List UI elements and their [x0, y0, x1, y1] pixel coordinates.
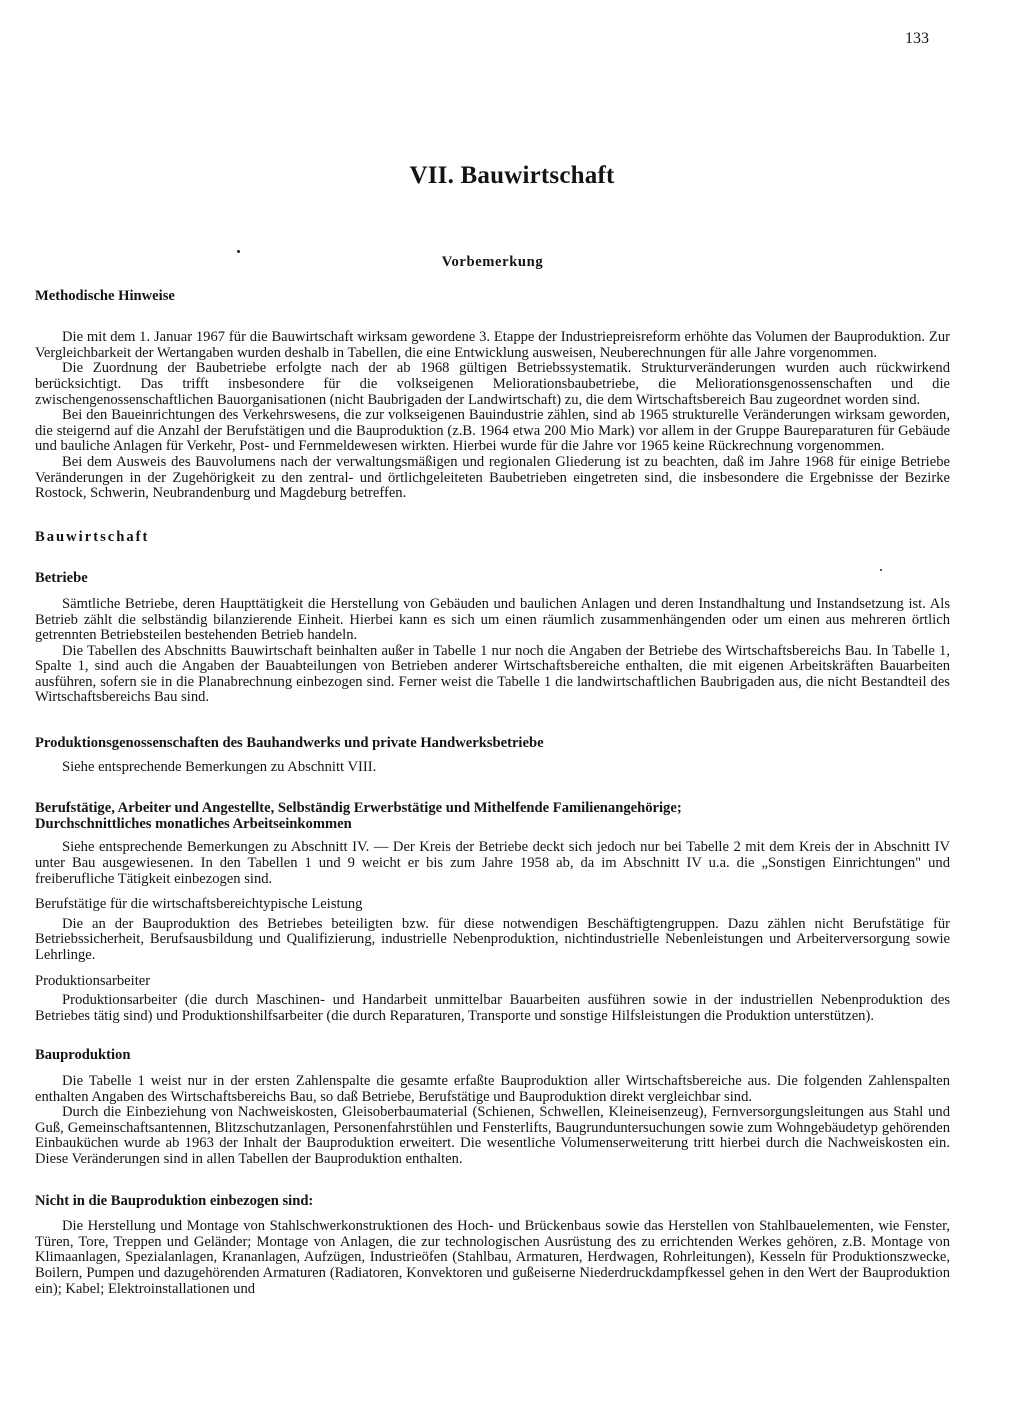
- methodische-hinweise-heading: Methodische Hinweise: [35, 287, 175, 304]
- paragraph: Bei dem Ausweis des Bauvolumens nach der verwaltungsmäßigen und regionalen Gliederung ist zu beachten, daß im Jahre 1968 für einige Betriebe Veränderungen in der Zugehörigkeit zu den zentral- und örtlichgeleiteten Baubetrieben eingetreten sind, die insbesondere die Ergebnisse der Bezirke Rostock, Schwerin, Neubrandenburg und Magdeburg betreffen.: [35, 453, 950, 502]
- print-speck: [237, 250, 240, 253]
- main-text: [35, 255, 950, 1297]
- wirtschaftsbereich-subheading: Berufstätige für die wirtschaftsbereichtypische Leistung: [35, 896, 363, 913]
- paragraph: Sämtliche Betriebe, deren Haupttätigkeit die Herstellung von Gebäuden und baulichen Anlagen und deren Instandhaltung und Instandsetzung ist. Als Betrieb zählt die selbständig bilanzierende Einheit. Hierbei kann es sich um einen räumlich zusammenhängenden oder um einen aus mehreren örtlich getrennten Betriebsteilen bestehenden Betrieb handeln.: [35, 595, 950, 644]
- betriebe-heading: Betriebe: [35, 570, 88, 587]
- paragraph: Siehe entsprechende Bemerkungen zu Abschnitt VIII.: [62, 758, 377, 775]
- berufstaetige-heading-line2: Durchschnittliches monatliches Arbeitseinkommen: [35, 815, 352, 832]
- paragraph: Bei den Baueinrichtungen des Verkehrswesens, die zur volkseigenen Bauindustrie zählen, sind ab 1965 strukturelle Veränderungen wirksam geworden, die steigernd auf die Anzahl der Berufstätigen und die Bauproduktion (z.B. 1964 etwa 200 Mio Mark) vor allem in der Gruppe Baureparaturen für Gebäude und bauliche Anlagen für Verkehr, Post- und Fernmeldewesen wirkten. Hierbei wurde für die Jahre vor 1965 keine Rückrechnung vorgenommen.: [35, 407, 950, 455]
- pgh-heading: Produktionsgenossenschaften des Bauhandwerks und private Handwerksbetriebe: [35, 735, 544, 752]
- nicht-einbezogen-heading: Nicht in die Bauproduktion einbezogen sind:: [35, 1192, 314, 1209]
- paragraph: Die an der Bauproduktion des Betriebes beteiligten bzw. für diese notwendigen Beschäftigtengruppen. Dazu zählen nicht Berufstätige für Betriebssicherheit, Berufsausbildung und Qualifizierung, industrielle Nebenproduktion, nichtindustrielle Nebenleistungen und Arbeiterversorgung sowie Lehrlinge.: [35, 915, 950, 963]
- paragraph: Produktionsarbeiter (die durch Maschinen- und Handarbeit unmittelbar Bauarbeiten ausführen sowie in der industriellen Nebenproduktion des Betriebes tätig sind) und Produktionshilfsarbeiter (die durch Reparaturen, Transporte und sonstige Hilfsleistungen die Produktion unterstützen).: [35, 992, 950, 1024]
- page-number: 133: [905, 30, 929, 47]
- paragraph: Siehe entsprechende Bemerkungen zu Abschnitt IV. — Der Kreis der Betriebe deckt sich jedoch nur bei Tabelle 2 mit dem Kreis der in Abschnitt IV unter Bau ausgewiesenen. In den Tabellen 1 und 9 weicht er bis zum Jahre 1958 ab, da im Abschnitt IV u.a. die „Sonstigen Einrichtungen" und freiberufliche Tätigkeit einbezogen sind.: [35, 839, 950, 887]
- paragraph: Die Zuordnung der Baubetriebe erfolgte nach der ab 1968 gültigen Betriebssystematik. Strukturveränderungen wurden auch rückwirkend berücksichtigt. Das trifft insbesondere für die volkseigenen Meliorationsbaubetriebe, die Meliorationsgenossenschaften und die zwischengenossenschaftlichen Bauorganisationen (nicht Baubrigaden der Landwirtschaft) zu, die dem Wirtschaftsbereich Bau zugeordnet worden sind.: [35, 360, 950, 408]
- bauproduktion-heading: Bauproduktion: [35, 1047, 131, 1064]
- bauwirtschaft-heading: Bauwirtschaft: [35, 528, 150, 545]
- vorbemerkung-heading: Vorbemerkung: [441, 254, 544, 270]
- paragraph: Die Tabelle 1 weist nur in der ersten Zahlenspalte die gesamte erfaßte Bauproduktion aller Wirtschaftsbereiche aus. Die folgenden Zahlenspalten enthalten Angaben des Wirtschaftsbereichs Bau, so daß Betriebe, Berufstätige und Bauproduktion direkt vergleichbar sind.: [35, 1072, 950, 1105]
- paragraph: Die mit dem 1. Januar 1967 für die Bauwirtschaft wirksam gewordene 3. Etappe der Industriepreisreform erhöhte das Volumen der Bauproduktion. Zur Vergleichbarkeit der Wertangaben wurden deshalb in Tabellen, die eine Entwicklung ausweisen, Neuberechnungen für alle Jahre vorgenommen.: [35, 329, 950, 361]
- paragraph: Durch die Einbeziehung von Nachweiskosten, Gleisoberbaumaterial (Schienen, Schwellen, Kleineisenzeug), Fernversorgungsleitungen aus Stahl und Guß, Gemeinschaftsantennen, Blitzschutzanlagen, Personenfahrstühlen und Fensterlifts, Baugrunduntersuchungen sowie zum Wohngebäudetyp gehörenden Einbauküchen wurde ab 1963 der Inhalt der Bauproduktion erweitert. Die wesentliche Volumenserweiterung tritt hierbei durch die Nachweiskosten ein. Diese Veränderungen sind in allen Tabellen der Bauproduktion enthalten.: [35, 1104, 950, 1167]
- berufstaetige-heading-line1: Berufstätige, Arbeiter und Angestellte, Selbständig Erwerbstätige und Mithelfende Familienangehörige;: [35, 800, 682, 817]
- paragraph: Die Tabellen des Abschnitts Bauwirtschaft beinhalten außer in Tabelle 1 nur noch die Angaben der Betriebe des Wirtschaftsbereichs Bau. In Tabelle 1, Spalte 1, sind auch die Angaben der Bauabteilungen von Betrieben anderer Wirtschaftsbereiche enthalten, die mit eigenen Arbeitskräften Bauarbeiten ausführen, sofern sie in die Planabrechnung einbezogen sind. Ferner weist die Tabelle 1 die landwirtschaftlichen Baubrigaden aus, die nicht Bestandteil des Wirtschaftsbereichs Bau sind.: [35, 642, 950, 706]
- produktionsarbeiter-subheading: Produktionsarbeiter: [35, 972, 151, 989]
- paragraph: Die Herstellung und Montage von Stahlschwerkonstruktionen des Hoch- und Brückenbaus sowie das Herstellen von Stahlbauelementen, wie Fenster, Türen, Tore, Treppen und Geländer; Montage von Anlagen, die zur technologischen Ausrüstung des zu errichtenden Werkes gehören, z.B. Montage von Klimaanlagen, Spezialanlagen, Krananlagen, Aufzügen, Industrieöfen (Stahlbau, Armaturen, Herdwagen, Rohrleitungen), Kesseln für Produktionszwecke, Boilern, Pumpen und dazugehörenden Armaturen (Radiatoren, Konvektoren und gußeiserne Niederdruckdampfkessel gehen in den Wert der Bauproduktion ein); Kabel; Elektroinstallationen und: [35, 1218, 950, 1297]
- chapter-title: VII. Bauwirtschaft: [409, 162, 615, 189]
